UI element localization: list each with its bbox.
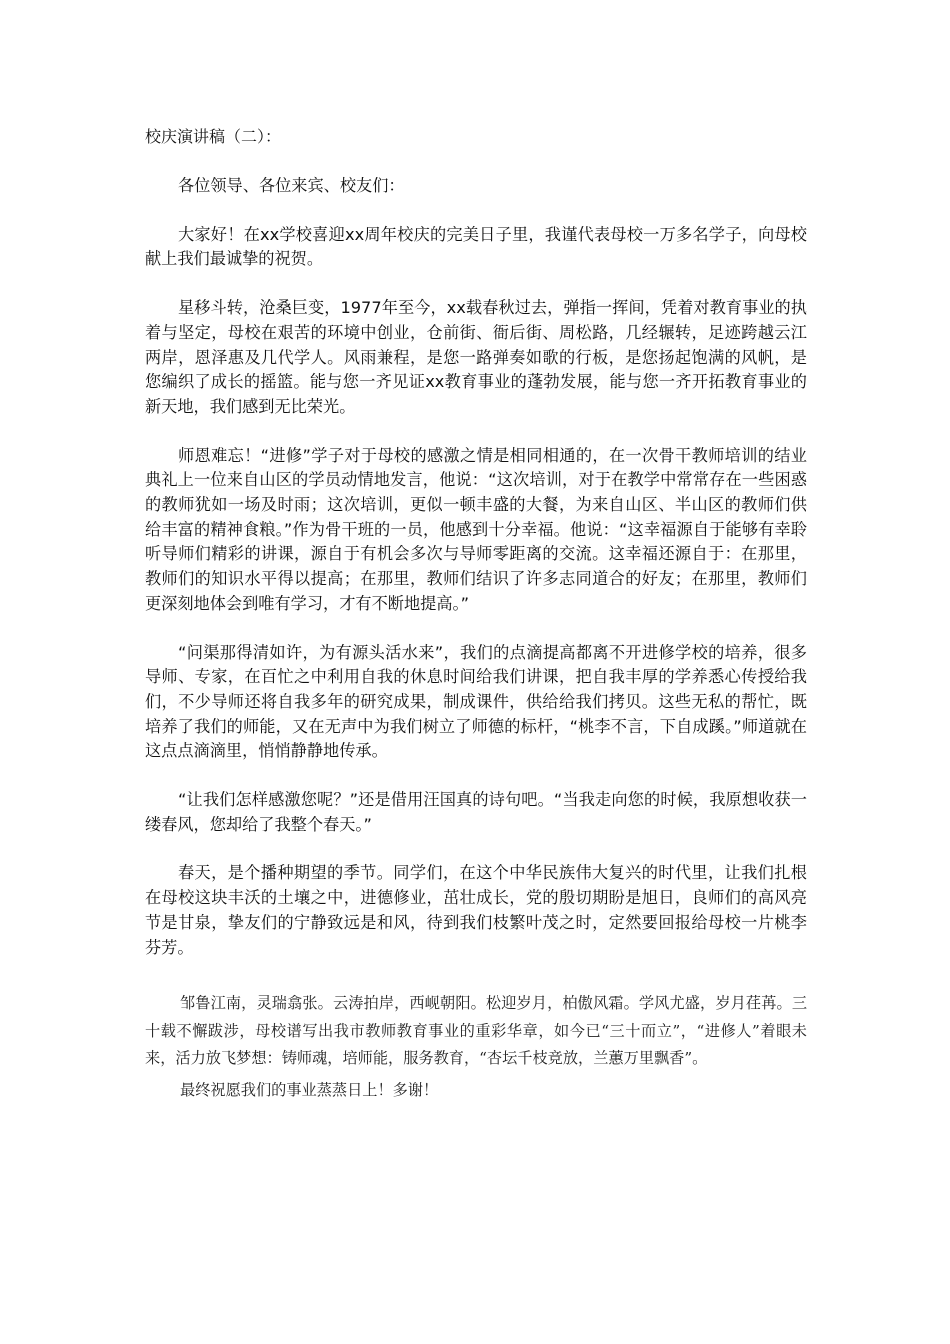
paragraph-spring: 春天，是个播种期望的季节。同学们，在这个中华民族伟大复兴的时代里，让我们扎根在母校这块丰沃的土壤之中，进德修业，茁壮成长，党的殷切期盼是旭日，良师们的高风亮节是甘泉，挚友们的宁静致远是和风，待到我们枝繁叶茂之时，定然要回报给母校一片桃李芬芳。: [145, 863, 807, 957]
paragraph-greeting: 大家好！在xx学校喜迎xx周年校庆的完美日子里，我谨代表母校一万多名学子，向母校献上我们最诚挚的祝贺。: [145, 224, 807, 269]
paragraph-teachers: “问渠那得清如许，为有源头活水来”，我们的点滴提高都离不开进修学校的培养，很多导师、专家，在百忙之中利用自我的休息时间给我们讲课，把自我丰厚的学养悉心传授给我们，不少导师还将自我多年的研究成果，制成课件，供给给我们拷贝。这些无私的帮忙，既培养了我们的师能，又在无声中为我们树立了师德的标杆，“桃李不言，下自成蹊。”师道就在这点点滴滴里，悄悄静静地传承。: [145, 642, 807, 761]
document-title: 校庆演讲稿（二）：: [145, 127, 282, 146]
paragraph-gratitude: 师恩难忘！“进修”学子对于母校的感激之情是相同相通的，在一次骨干教师培训的结业典礼上一位来自山区的学员动情地发言，他说：“这次培训，对于在教学中常常存在一些困惑的教师犹如一场及时雨；这次培训，更似一顿丰盛的大餐，为来自山区、半山区的教师们供给丰富的精神食粮。”作为骨干班的一员，他感到十分幸福。他说：“这幸福源自于能够有幸聆听导师们精彩的讲课，源自于有机会多次与导师零距离的交流。这幸福还源自于：在那里，教师们的知识水平得以提高；在那里，教师们结识了许多志同道合的好友；在那里，教师们更深刻地体会到唯有学习，才有不断地提高。”: [145, 445, 807, 613]
paragraph-poem: “让我们怎样感激您呢？”还是借用汪国真的诗句吧。“当我走向您的时候，我原想收获一缕春风，您却给了我整个春天。”: [145, 790, 807, 834]
paragraph-tribute: 邹鲁江南，灵瑞翕张。云涛拍岸，西岘朝阳。松迎岁月，柏傲风霜。学风尤盛，岁月荏苒。三十载不懈跋涉，母校谱写出我市教师教育事业的重彩华章，如今已“三十而立”，“进修人”着眼未来，活力放飞梦想：铸师魂，培师能，服务教育，“杏坛千枝竞放，兰蕙万里飘香”。: [145, 994, 807, 1067]
serif-section: [145, 990, 807, 1104]
paragraph-history: 星移斗转，沧桑巨变，1977年至今，xx载春秋过去，弹指一挥间，凭着对教育事业的执着与坚定，母校在艰苦的环境中创业，仓前街、衙后街、周松路，几经辗转，足迹跨越云江两岸，恩泽惠及几代学人。风雨兼程，是您一路弹奏如歌的行板，是您扬起饱满的风帆，是您编织了成长的摇篮。能与您一齐见证xx教育事业的蓬勃发展，能与您一齐开拓教育事业的新天地，我们感到无比荣光。: [145, 298, 807, 416]
paragraph-salutation: 各位领导、各位来宾、校友们：: [178, 176, 405, 195]
paragraph-closing: 最终祝愿我们的事业蒸蒸日上！多谢！: [180, 1081, 439, 1100]
document-body: [145, 124, 807, 1104]
